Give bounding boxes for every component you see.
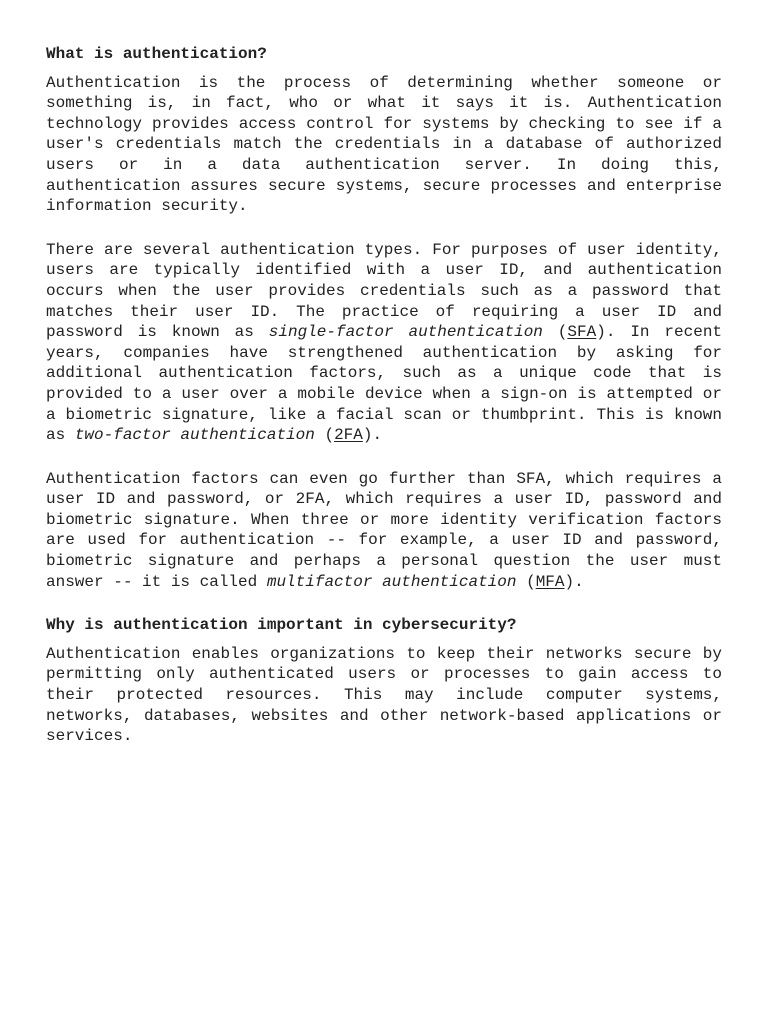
paragraph-importance: Authentication enables organizations to keep their networks secure by permitting only authenticated users or processes to gain access to their protected resources. This may include computer systems, networks, databases, websites and other network-based applications or services. (46, 644, 722, 746)
text-span: There are several authentication types. For purposes of user identity, users are typically identified with a user ID, and authentication occurs when the user provides credentials such as a password that matches their user ID. The practice of requiring a user ID and password is known as (46, 240, 722, 342)
term-multifactor-authentication: multifactor authentication (266, 572, 517, 591)
paragraph-definition: Authentication is the process of determining whether someone or something is, in fact, who or what it says it is. Authentication technology provides access control for systems by checking to see if a user's credentials match the credentials in a database of authorized users or in a data authentication server. In doing this, authentication assures secure systems, secure processes and enterprise information security. (46, 73, 722, 216)
document-body (46, 44, 722, 769)
text-span: ). In recent years, companies have strengthened authentication by asking for additional authentication factors, such as a unique code that is provided to a user over a mobile device when a sign-on is attempted or a biometric signature, like a facial scan or thumbprint. This is known as (46, 323, 723, 445)
text-span: ). (362, 426, 383, 445)
term-single-factor-authentication: single-factor authentication (268, 323, 543, 342)
link-2fa[interactable]: 2FA (334, 426, 363, 445)
link-mfa[interactable]: MFA (535, 572, 565, 591)
text-span: ( (516, 572, 536, 591)
text-span: ( (314, 426, 335, 445)
heading-what-is-authentication: What is authentication? (46, 45, 267, 63)
text-span: Authentication factors can even go further than SFA, which requires a user ID and password, or 2FA, which requires a user ID, password and biometric signature. When three or more identity verification factors are used for authentication -- for example, a user ID and password, biometric signature and perhaps a personal question the user must answer -- it is called (46, 469, 722, 591)
text-span: ( (542, 323, 568, 342)
term-two-factor-authentication: two-factor authentication (74, 426, 315, 445)
paragraph-authentication-types (46, 240, 722, 446)
heading-why-authentication-important: Why is authentication important in cybersecurity? (46, 616, 517, 635)
text-span: ). (564, 572, 584, 591)
link-sfa[interactable]: SFA (567, 323, 597, 342)
paragraph-multifactor (46, 469, 722, 593)
